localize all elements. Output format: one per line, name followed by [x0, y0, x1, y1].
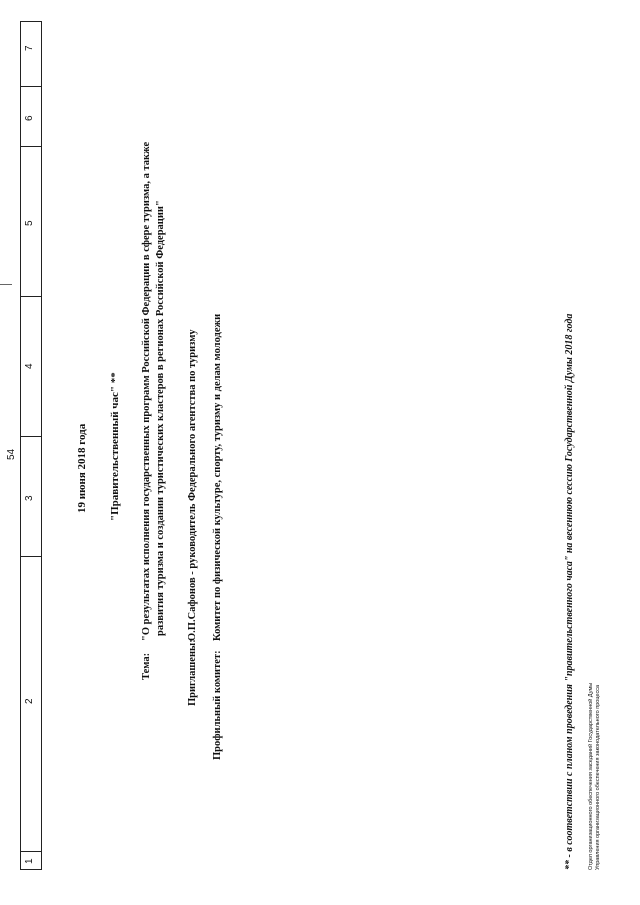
topic-label: Тема:: [141, 652, 152, 680]
page-number: 54: [6, 448, 17, 460]
column-divider: [21, 146, 41, 147]
footnote: ** - в соответствии с планом проведения "правительственного часа" на весеннюю сессию Государственной Думы 2018 года: [564, 313, 575, 870]
column-number: 1: [24, 858, 35, 864]
edge-tick: [0, 284, 12, 285]
topic-line-1: "О результатах исполнения государственных программ Российской Федерации в сфере туризма, а также: [141, 141, 152, 641]
column-divider: [21, 556, 41, 557]
committee-value: Комитет по физической культуре, спорту, туризму и делам молодежи: [212, 313, 223, 641]
column-divider: [21, 851, 41, 852]
invited-label: Приглашены:: [187, 639, 198, 706]
footer-directorate: Управления организационного обеспечения законодательного процесса: [595, 684, 601, 870]
column-divider: [21, 296, 41, 297]
event-title: "Правительственный час" **: [109, 372, 121, 521]
invited-value: О.П.Сафонов - руководитель Федерального агентства по туризму: [187, 329, 198, 641]
column-divider: [21, 86, 41, 87]
column-divider: [21, 436, 41, 437]
footer-department: Отдел организационного обеспечения заседаний Государственной Думы: [588, 682, 594, 870]
topic-line-2: развития туризма и создании туристических кластеров в регионах Российской Федерации": [155, 200, 166, 636]
column-number: 4: [24, 363, 35, 369]
column-header-row: [20, 21, 42, 870]
committee-label: Профильный комитет:: [212, 650, 223, 760]
column-number: 7: [24, 45, 35, 51]
session-date: 19 июня 2018 года: [76, 423, 88, 513]
column-number: 6: [24, 115, 35, 121]
column-number: 2: [24, 698, 35, 704]
column-number: 3: [24, 495, 35, 501]
column-number: 5: [24, 220, 35, 226]
